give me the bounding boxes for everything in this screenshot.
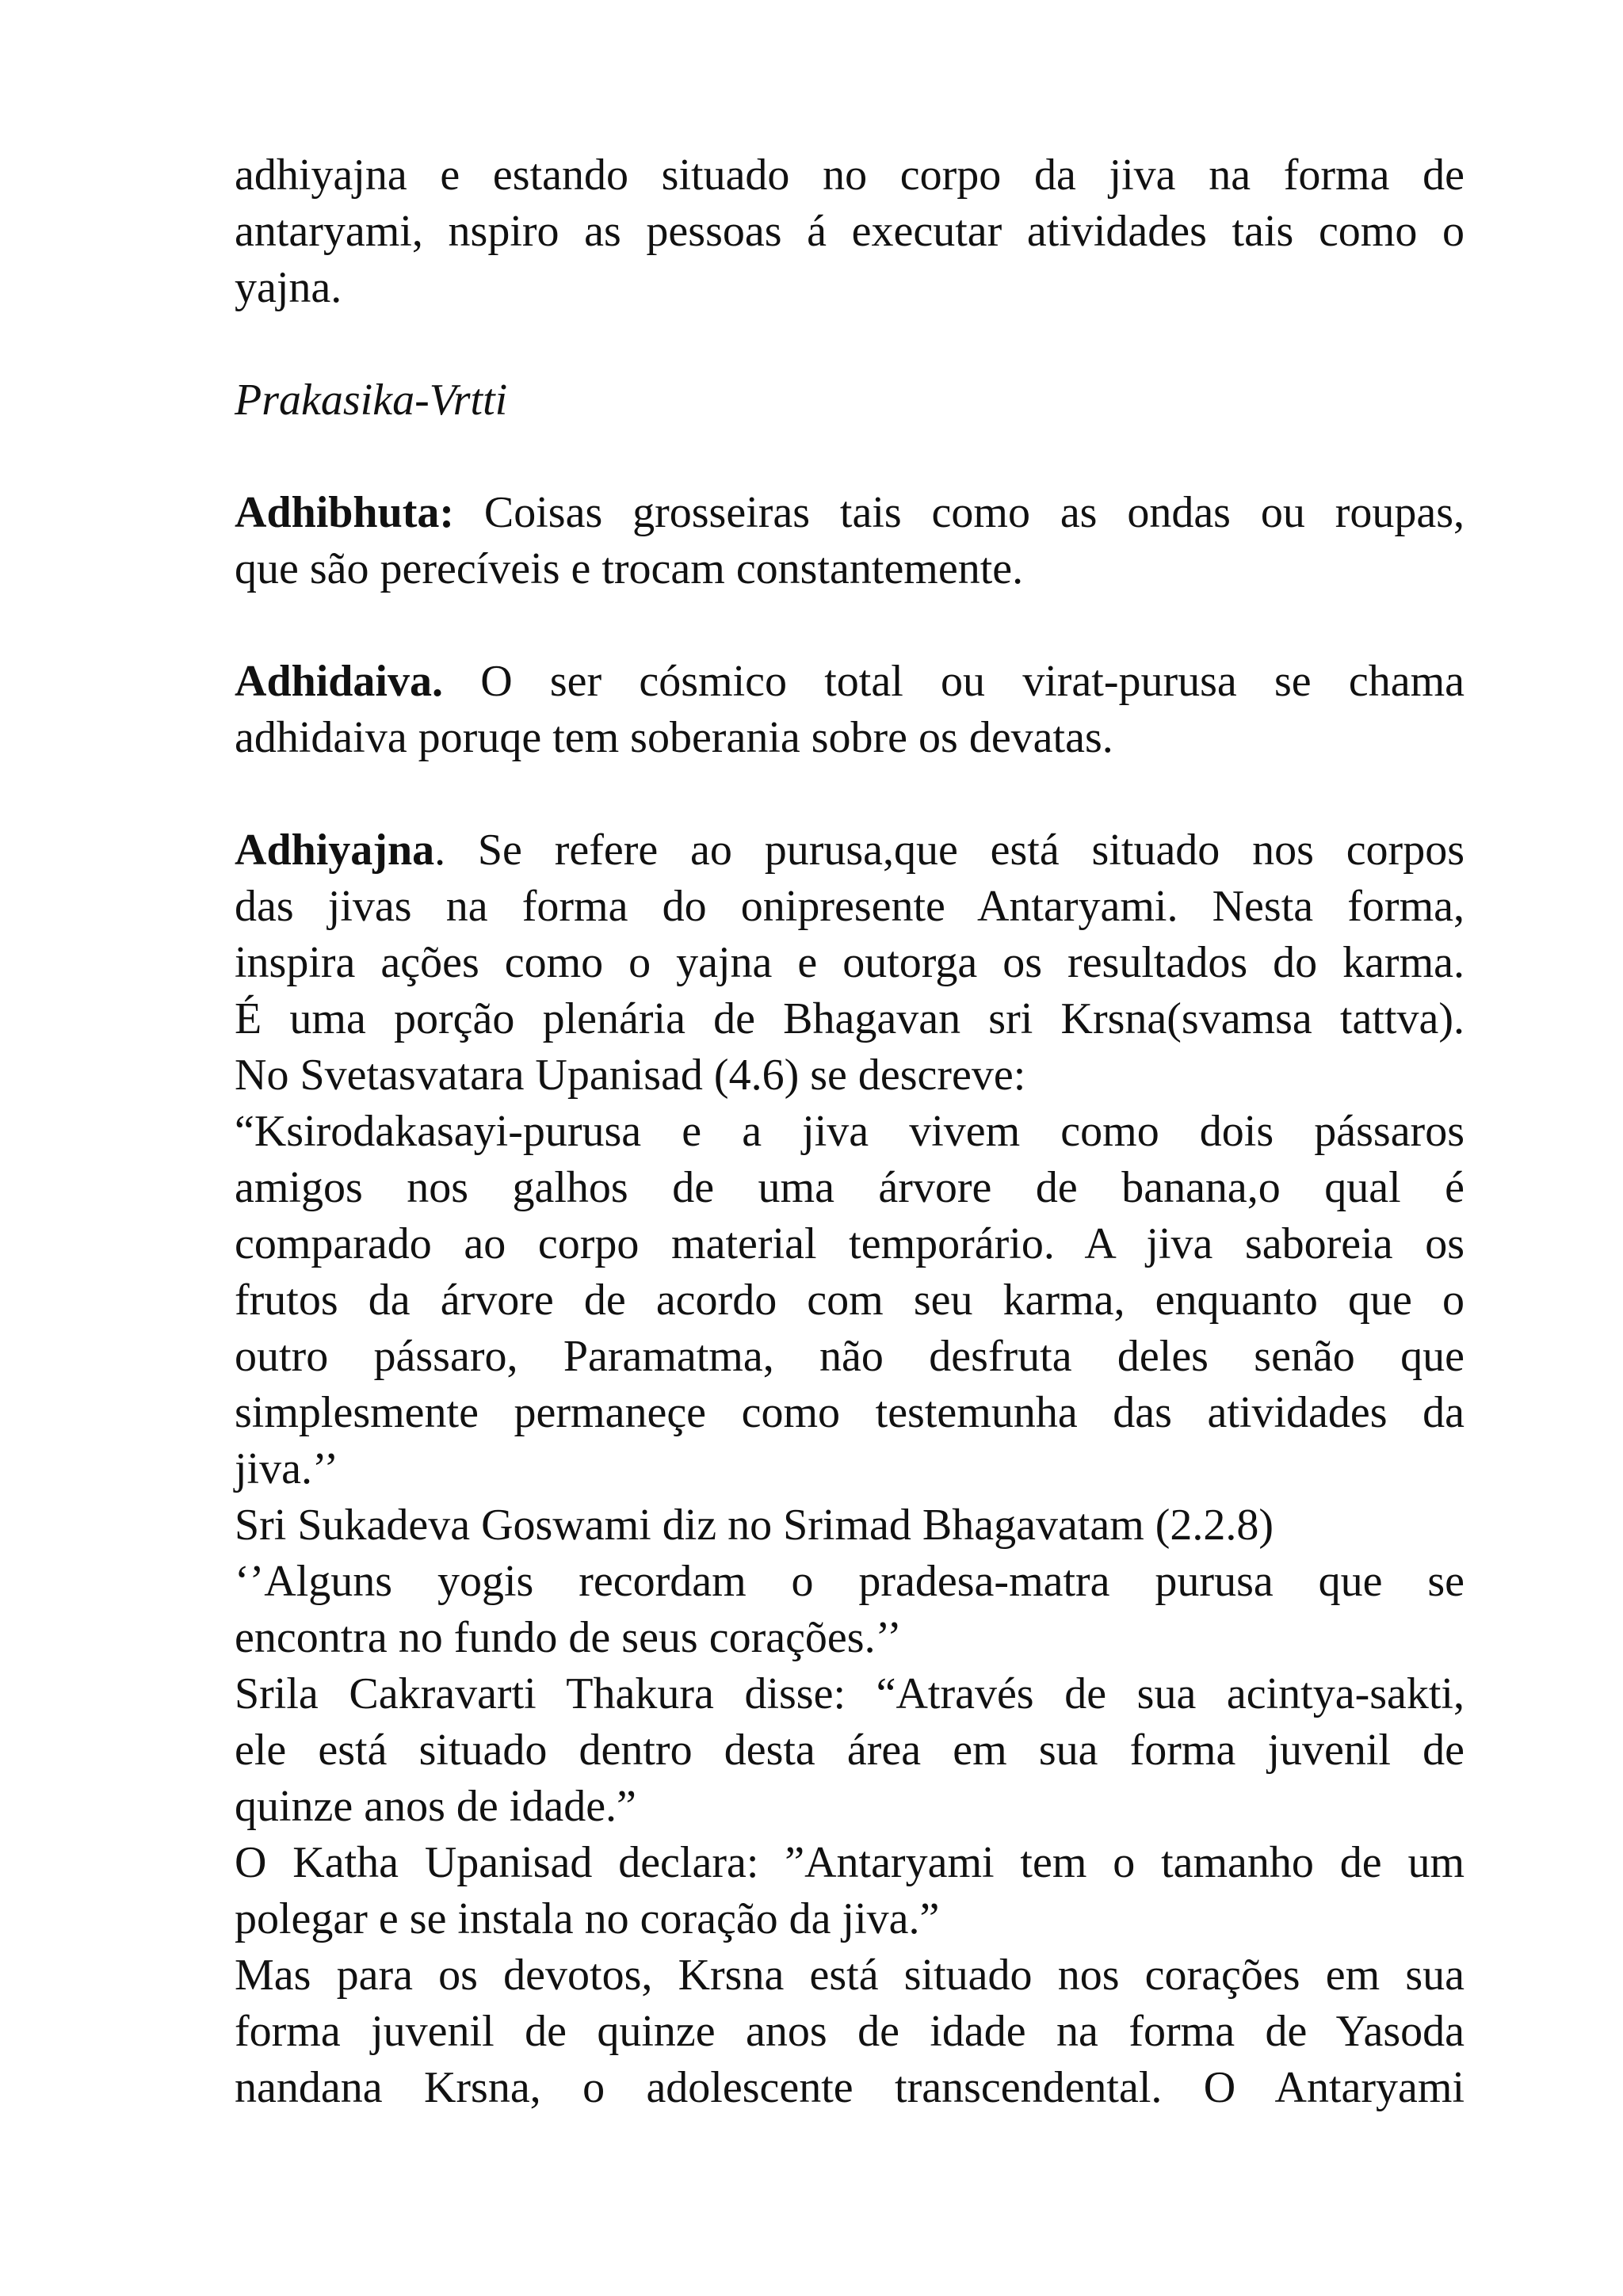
adhiyajna-line: encontra no fundo de seus corações.’’	[235, 1613, 902, 1662]
adhiyajna-line: Mas para os devotos, Krsna está situado nos corações em sua	[235, 1951, 1465, 2000]
adhibhuta-term: Adhibhuta:	[235, 488, 455, 537]
intro-line: adhiyajna e estando situado no corpo da jiva na forma de	[235, 151, 1465, 200]
adhiyajna-line: nandana Krsna, o adolescente transcendental. O Antaryami	[235, 2063, 1465, 2112]
adhiyajna-line: comparado ao corpo material temporário. A jiva saboreia os	[235, 1219, 1465, 1268]
adhiyajna-line: inspira ações como o yajna e outorga os resultados do karma.	[235, 938, 1465, 987]
adhiyajna-paragraph	[235, 822, 1465, 2116]
adhiyajna-line: quinze anos de idade.”	[235, 1782, 636, 1831]
adhiyajna-line: É uma porção plenária de Bhagavan sri Krsna(svamsa tattva).	[235, 994, 1465, 1043]
adhidaiva-line	[235, 654, 1465, 710]
adhiyajna-term: Adhiyajna	[235, 826, 435, 875]
adhiyajna-line: ‘’Alguns yogis recordam o pradesa-matra purusa que se	[235, 1557, 1465, 1606]
adhibhuta-line: que são perecíveis e trocam constantemente.	[235, 544, 1024, 593]
adhiyajna-line	[235, 822, 1465, 879]
adhiyajna-line: polegar e se instala no coração da jiva.”	[235, 1894, 940, 1943]
paragraph-gap	[235, 597, 1465, 654]
adhiyajna-line: No Svetasvatara Upanisad (4.6) se descreve:	[235, 1051, 1026, 1100]
intro-line: antaryami, nspiro as pessoas á executar atividades tais como o	[235, 207, 1465, 256]
adhiyajna-line: outro pássaro, Paramatma, não desfruta deles senão que	[235, 1332, 1465, 1381]
adhibhuta-line	[235, 485, 1465, 541]
section-heading: Prakasika-Vrtti	[235, 376, 508, 425]
adhidaiva-text: O ser cósmico total ou virat-purusa se chama	[443, 657, 1465, 706]
adhiyajna-line: jiva.’’	[235, 1444, 339, 1493]
intro-paragraph	[235, 147, 1465, 316]
paragraph-gap	[235, 316, 1465, 372]
adhidaiva-paragraph	[235, 654, 1465, 766]
adhiyajna-line: “Ksirodakasayi-purusa e a jiva vivem como dois pássaros	[235, 1107, 1465, 1156]
adhiyajna-line: das jivas na forma do onipresente Antaryami. Nesta forma,	[235, 882, 1465, 931]
adhiyajna-text: . Se refere ao purusa,que está situado nos corpos	[434, 826, 1465, 875]
adhidaiva-term: Adhidaiva.	[235, 657, 443, 706]
intro-line: yajna.	[235, 263, 342, 312]
paragraph-gap	[235, 429, 1465, 485]
paragraph-gap	[235, 766, 1465, 822]
adhibhuta-paragraph	[235, 485, 1465, 597]
adhiyajna-line: Srila Cakravarti Thakura disse: “Através de sua acintya-sakti,	[235, 1669, 1465, 1718]
adhibhuta-text: Coisas grosseiras tais como as ondas ou roupas,	[454, 488, 1465, 537]
adhidaiva-line: adhidaiva poruqe tem soberania sobre os devatas.	[235, 713, 1113, 762]
adhiyajna-line: forma juvenil de quinze anos de idade na forma de Yasoda	[235, 2007, 1465, 2056]
adhiyajna-line: simplesmente permaneçe como testemunha das atividades da	[235, 1388, 1465, 1437]
document-page	[235, 147, 1465, 2116]
adhiyajna-line: frutos da árvore de acordo com seu karma, enquanto que o	[235, 1276, 1465, 1325]
adhiyajna-line: amigos nos galhos de uma árvore de banana,o qual é	[235, 1163, 1465, 1212]
adhiyajna-line: ele está situado dentro desta área em sua forma juvenil de	[235, 1726, 1465, 1775]
adhiyajna-line: O Katha Upanisad declara: ”Antaryami tem o tamanho de um	[235, 1838, 1465, 1887]
adhiyajna-line: Sri Sukadeva Goswami diz no Srimad Bhagavatam (2.2.8)	[235, 1501, 1274, 1550]
